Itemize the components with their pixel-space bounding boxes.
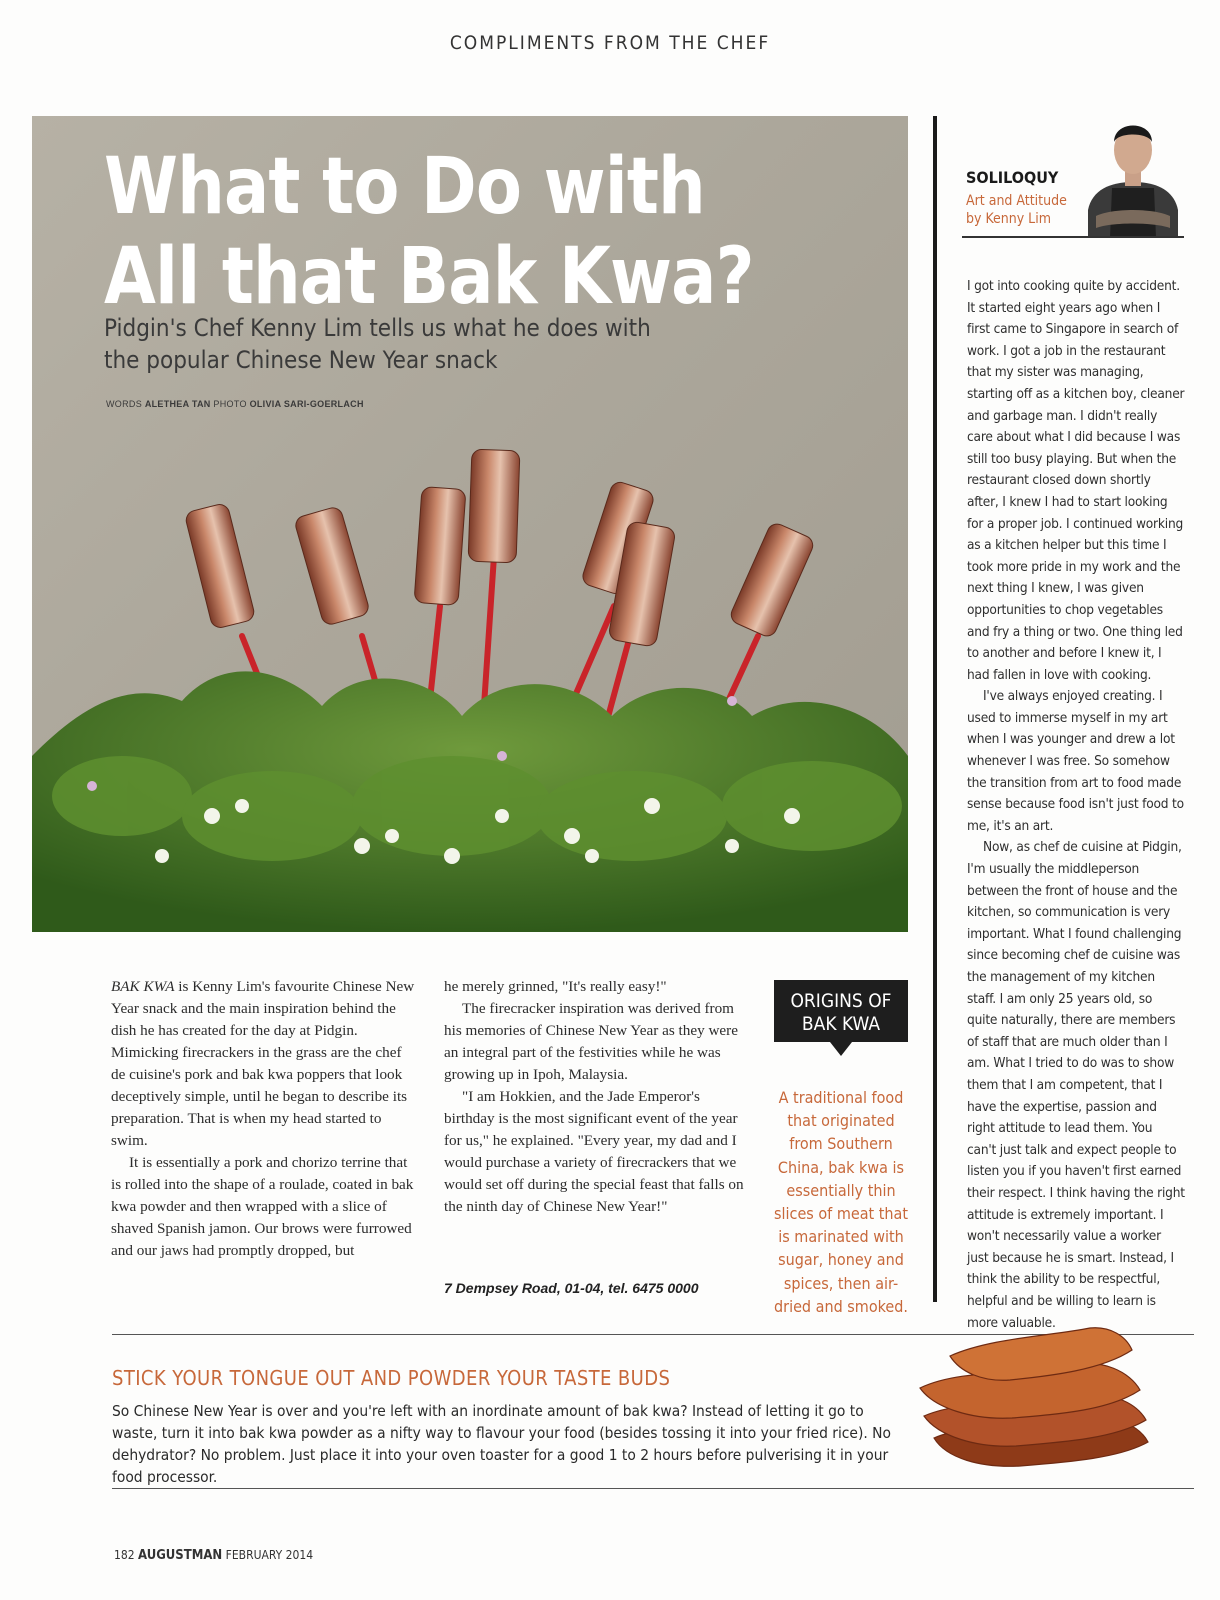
- sidebar-text: I got into cooking quite by accident. It started eight years ago when I first came to Singapore in search of work. I got a job in the restaurant that my sister was managing, starting off as a kitchen boy, cleaner and garbage man. I didn't really care about what I did because I was still too busy playing. But when the restaurant closed down shortly after, I knew I had to start looking for a proper job. I continued working as a kitchen helper but this time I took more pride in my work and the next thing I knew, I was given opportunities to chop vegetables and fry a thing or two. One thing led to another and before I knew it, I had fallen in love with cooking. I've always enjoyed creating. I used to immerse myself in my art when I was younger and drew a lot whenever I was free. So somehow the transition from art to food made sense because food isn't just food to me, it's an art. Now, as chef de cuisine at Pidgin, I'm usually the middleperson between the front of house and the kitchen, so communication is very important. What I found challenging since becoming chef de cuisine was the management of my kitchen staff. I am only 25 years old, so quite naturally, there are members of staff that are much older than I am. What I tried to do was to show them that I am competent, that I have the expertise, passion and right attitude to lead them. You can't just talk and expect people to listen you if you haven't first earned their respect. I think having the right attitude is extremely important. I won't necessarily value a worker just because he is smart. Instead, I think the ability to be respectful, helpful and be willing to learn is more valuable.: [967, 278, 1185, 1331]
- magazine-name: AUGUSTMAN: [138, 1548, 223, 1563]
- tip-text: So Chinese New Year is over and you're left with an inordinate amount of bak kwa? Instead of letting it go to waste, turn it into bak kwa powder as a nifty way to flavour your food (besides tossing it into your fried rice). No dehydrator? No problem. Just place it into your oven toaster for a good 1 to 2 hours before pulverising it in your food processor.: [112, 1402, 891, 1486]
- sidebar-divider: [933, 116, 937, 1302]
- issue-date: FEBRUARY 2014: [225, 1548, 314, 1562]
- lead-in: BAK KWA: [111, 978, 175, 995]
- tip-title: STICK YOUR TONGUE OUT AND POWDER YOUR TASTE BUDS: [112, 1366, 671, 1390]
- page-footer: [114, 1548, 313, 1563]
- hero-photo: [32, 116, 908, 932]
- sidebar-subtitle: Art and Attitude by Kenny Lim: [966, 193, 1067, 227]
- article-column-1: BAK KWA is Kenny Lim's favourite Chinese New Year snack and the main inspiration behind the dish he has created for the day at Pidgin. Mimicking firecrackers in the grass are the chef de cuisine's pork and bak kwa poppers that look deceptively simple, until he began to describe its preparation. That is when my head started to swim. It is essentially a pork and chorizo terrine that is rolled into the shape of a roulade, coated in bak kwa powder and then wrapped with a slice of shaved Spanish jamon. Our brows were furrowed and our jaws had promptly dropped, but: [111, 978, 415, 1259]
- sidebar-title: SOLILOQUY: [966, 168, 1059, 187]
- article-credits: WORDS ALETHEA TAN PHOTO OLIVIA SARI-GOERLACH: [106, 399, 364, 409]
- tip-rule-bottom: [112, 1488, 1194, 1489]
- bak-kwa-slices-photo: [910, 1326, 1160, 1476]
- article-subtitle: Pidgin's Chef Kenny Lim tells us what he does with the popular Chinese New Year snack: [104, 314, 651, 374]
- section-header: COMPLIMENTS FROM THE CHEF: [449, 32, 771, 54]
- page-number: 182: [114, 1548, 135, 1562]
- chef-portrait-photo: [1082, 98, 1184, 238]
- sidebar-rule: [962, 236, 1184, 238]
- article-title: What to Do with All that Bak Kwa?: [104, 142, 754, 322]
- article-column-2: he merely grinned, "It's really easy!" The firecracker inspiration was derived from his memories of Chinese New Year as they were an integral part of the festivities while he was growing up in Ipoh, Malaysia. "I am Hokkien, and the Jade Emperor's birthday is the most significant event of the year for us," he explained. "Every year, my dad and I would purchase a variety of firecrackers that we would set off during the special feast that falls on the ninth day of Chinese New Year!": [444, 978, 744, 1215]
- restaurant-address: 7 Dempsey Road, 01-04, tel. 6475 0000: [444, 1280, 699, 1296]
- origins-text: A traditional food that originated from Southern China, bak kwa is essentially thin slices of meat that is marinated with sugar, honey and spices, then air-dried and smoked.: [774, 1088, 908, 1316]
- origins-title: ORIGINS OF BAK KWA: [790, 990, 892, 1035]
